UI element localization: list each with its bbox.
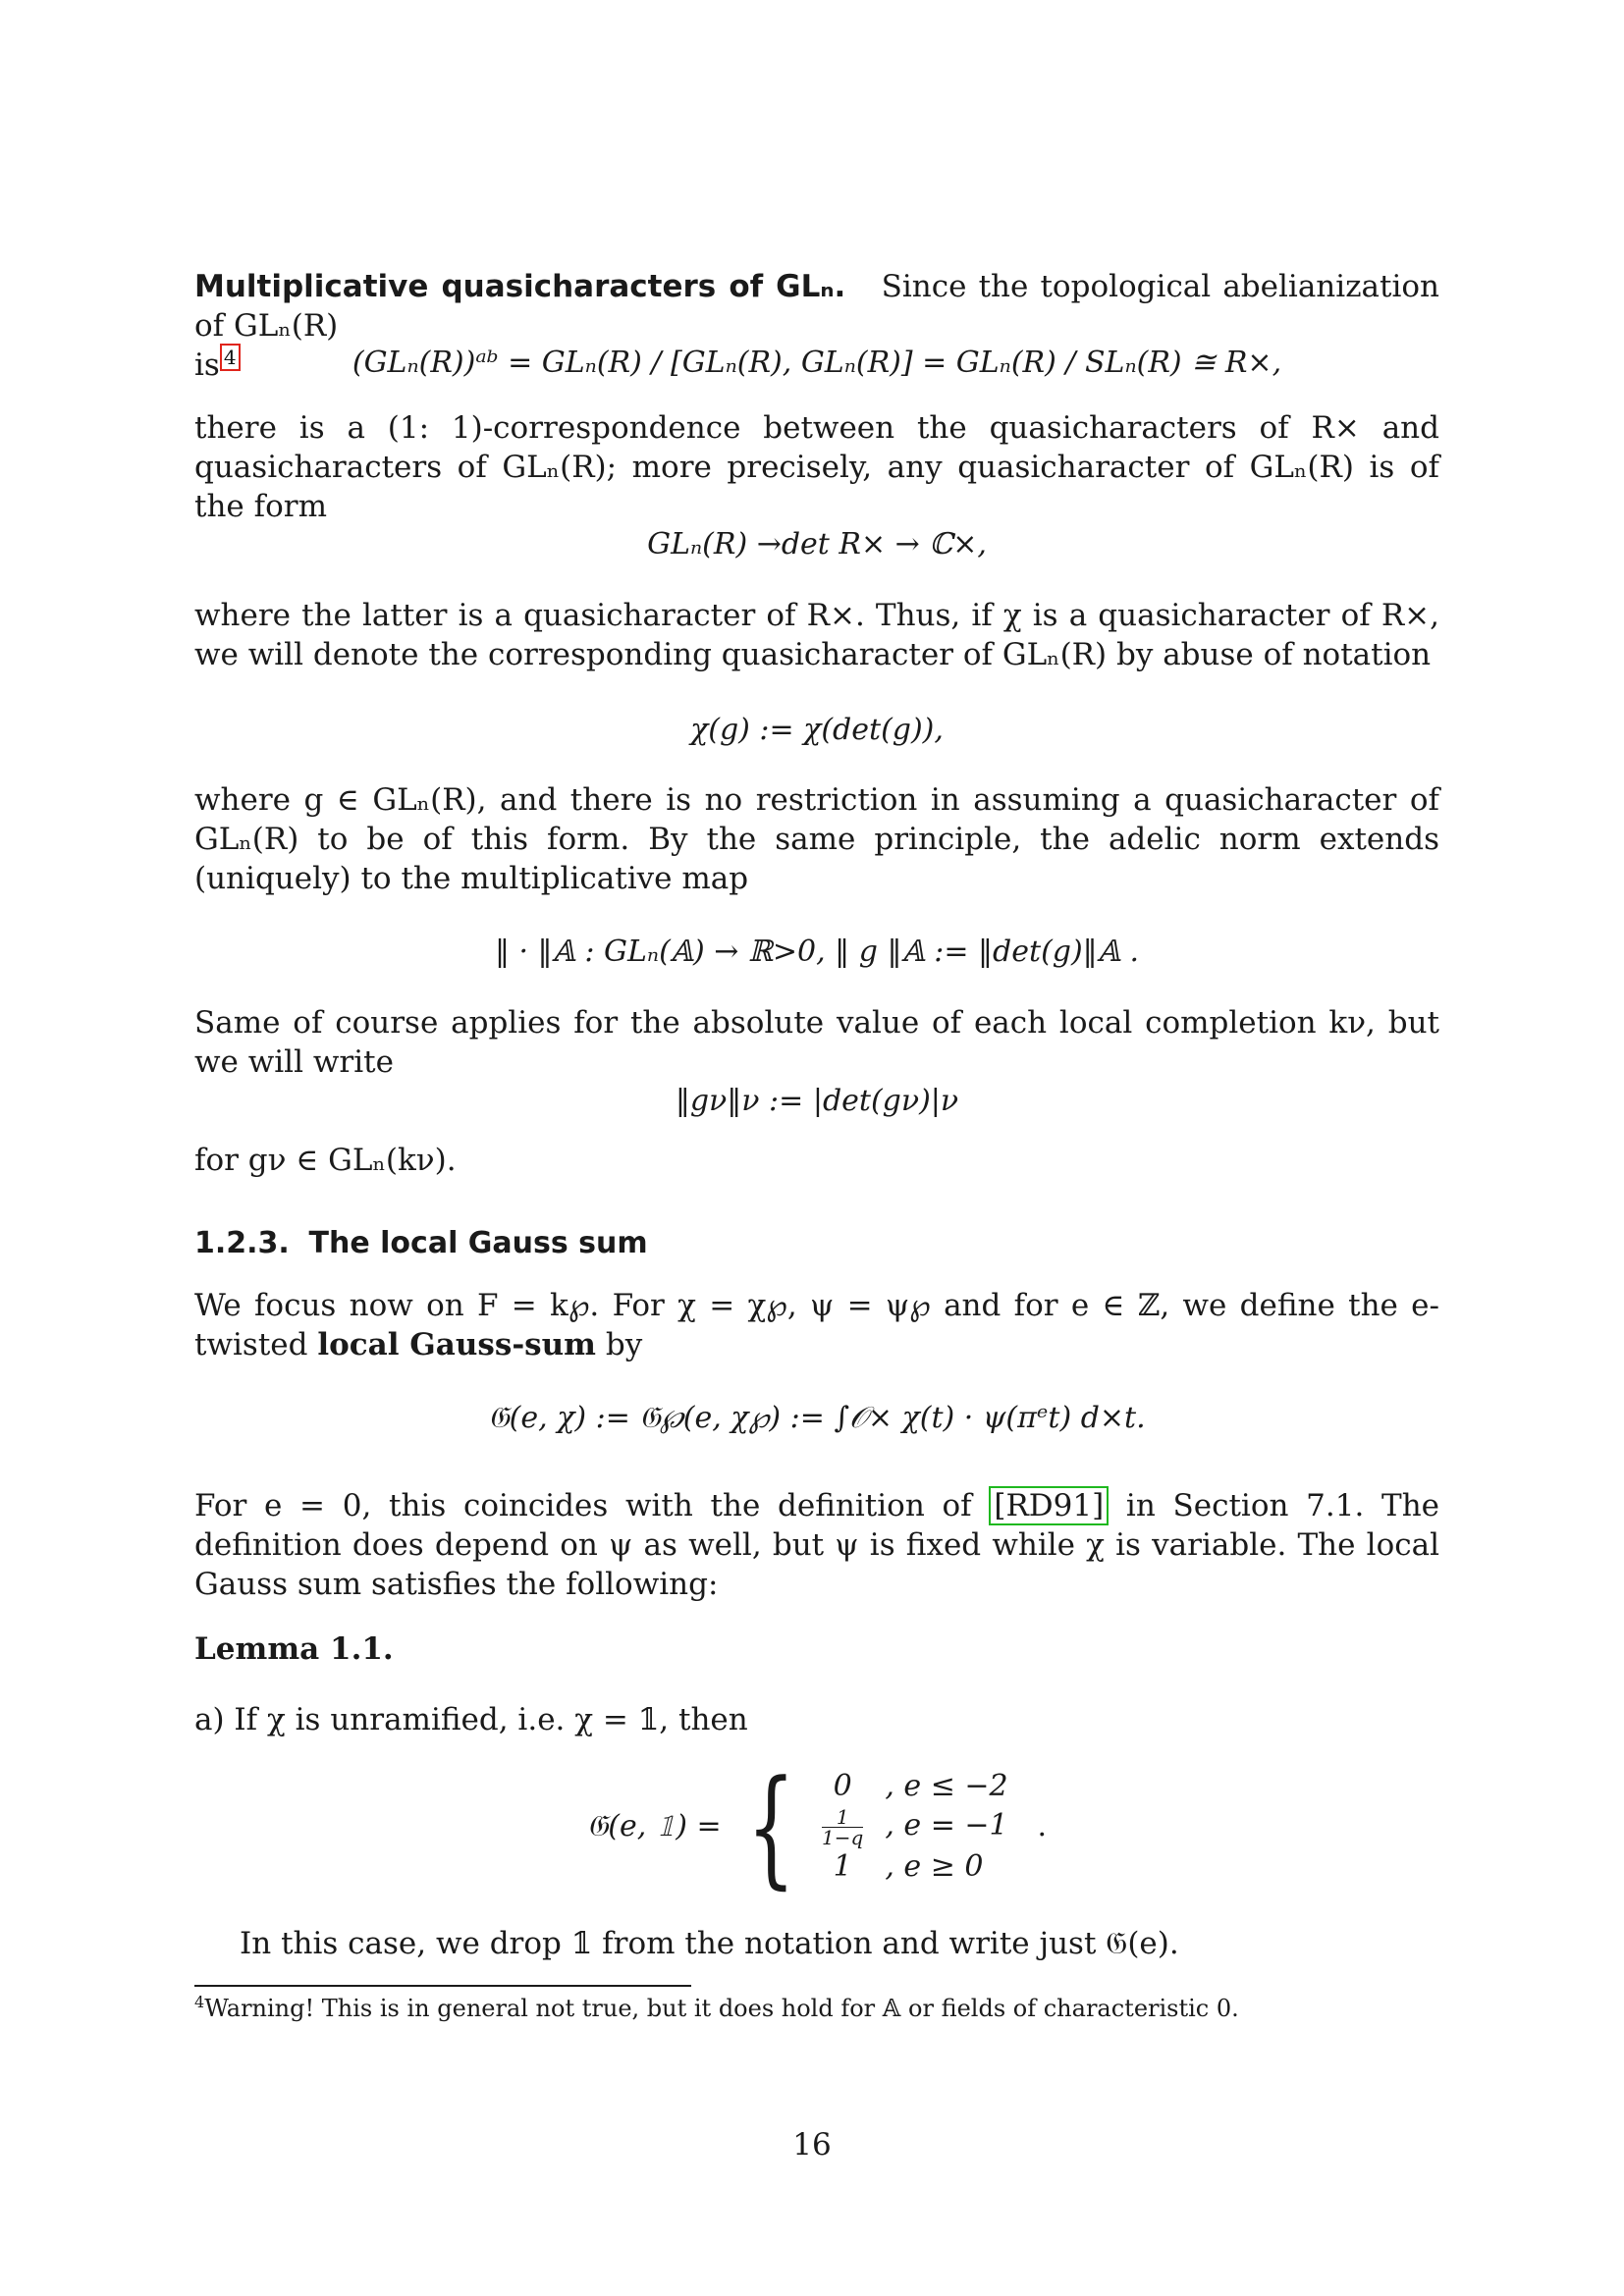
eq-norm: ‖ · ‖𝔸 : GLₙ(𝔸) → ℝ>0, ‖ g ‖𝔸 := ‖det(g)‖𝔸 . — [494, 934, 1140, 969]
gauss-paragraph-1 — [194, 1286, 1439, 1364]
eq-gauss-def: 𝔊(e, χ) := 𝔊℘(e, χ℘) := ∫𝒪× χ(t) · ψ(πᵉt) d×t. — [488, 1401, 1146, 1435]
case-value — [822, 1806, 885, 1847]
footnote-rule — [194, 1985, 691, 1987]
footnote-marker[interactable]: 4 — [220, 344, 241, 371]
eq-chi-block — [194, 711, 1439, 750]
gauss-paragraph-2 — [194, 1486, 1439, 1604]
fraction — [822, 1804, 864, 1849]
gauss-p2-block — [194, 1486, 1439, 1604]
cases-lhs: 𝔊(e, 𝟙) = — [586, 1808, 722, 1843]
eq-gauss-def-block — [194, 1399, 1439, 1438]
paragraph-2: where the latter is a quasicharacter of R×. Thus, if χ is a quasicharacter of R×, we will denote the corresponding quasicharacter of GLₙ(R) by abuse of notation — [194, 598, 1439, 672]
trailing-period: . — [1037, 1808, 1048, 1843]
gauss-p1-post: by — [605, 1327, 643, 1362]
eq-local-block — [194, 1082, 1439, 1121]
p3-block — [194, 780, 1439, 898]
section-title: The local Gauss sum — [308, 1226, 648, 1260]
eq-abelianization-block — [194, 344, 1439, 383]
cases-table — [822, 1767, 1008, 1887]
eq-det: GLₙ(R) →det R× → ℂ×, — [647, 527, 987, 561]
case-row — [822, 1806, 1008, 1847]
gauss-p1-bold: local Gauss-sum — [317, 1327, 596, 1362]
cases-equation — [194, 1751, 1439, 1901]
case-condition: , e ≤ −2 — [885, 1769, 1008, 1803]
gauss-p2-pre: For e = 0, this coincides with the definition of — [194, 1488, 972, 1523]
case-row — [822, 1767, 1008, 1806]
case-condition: , e ≥ 0 — [885, 1848, 984, 1884]
p4-block — [194, 1003, 1439, 1082]
lemma-title: Lemma 1.1. — [194, 1631, 394, 1667]
gauss-p1-pre: We focus now on F = k℘. For χ = χ℘, ψ = ψ℘ and for e ∈ ℤ, we define the e-twisted — [194, 1288, 1439, 1362]
footnote-number: 4 — [194, 1993, 205, 2011]
eq-norm-block — [194, 933, 1439, 972]
eq-local-norm: ‖gν‖ν := |det(gν)|ν — [675, 1084, 959, 1118]
fraction-numerator: 1 — [822, 1807, 863, 1828]
gauss-p1-block — [194, 1286, 1439, 1364]
eq-chi: χ(g) := χ(det(g)), — [690, 713, 944, 747]
lemma-title-block — [194, 1629, 1439, 1669]
is-word: is — [194, 347, 220, 383]
lemma-after-block — [194, 1924, 1439, 1963]
footnote — [194, 1993, 1439, 2024]
paragraph-4: Same of course applies for the absolute value of each local completion kν, but we will write — [194, 1005, 1439, 1080]
case-condition: , e = −1 — [885, 1808, 1008, 1842]
lemma-after-text: In this case, we drop 𝟙 from the notation and write just 𝔊(e). — [240, 1926, 1179, 1961]
section-heading — [194, 1223, 1439, 1263]
lemma-item-a-block — [194, 1700, 1439, 1739]
citation-link[interactable]: [RD91] — [989, 1486, 1109, 1525]
case-row — [822, 1847, 1008, 1887]
eq-det-block — [194, 525, 1439, 564]
fraction-denominator: 1−q — [822, 1825, 864, 1849]
p2-block — [194, 596, 1439, 674]
paragraph-heading: Multiplicative quasicharacters of GLₙ. — [194, 269, 846, 304]
footnote-text: Warning! This is in general not true, but it does hold for 𝔸 or fields of characteristic 0. — [204, 1995, 1239, 2022]
case-value: 0 — [833, 1769, 852, 1803]
p1-block — [194, 408, 1439, 526]
section-number: 1.2.3. — [194, 1226, 290, 1260]
eq-abelianization: (GLₙ(R))ᵃᵇ = GLₙ(R) ∕ [GLₙ(R), GLₙ(R)] = GLₙ(R) ∕ SLₙ(R) ≅ R×, — [352, 346, 1282, 380]
left-brace: { — [747, 1751, 796, 1901]
paragraph-3: where g ∈ GLₙ(R), and there is no restriction in assuming a quasicharacter of GLₙ(R) to be of this form. By the same principle, the adelic norm extends (uniquely) to the multiplicative map — [194, 782, 1439, 896]
intro-text: Since the topological abelianization of GLₙ(R) — [194, 269, 1440, 344]
case-value: 1 — [833, 1848, 852, 1884]
page-number: 16 — [792, 2127, 832, 2163]
lemma-item-a: a) If χ is unramified, i.e. χ = 𝟙, then — [194, 1702, 748, 1737]
paragraph-1: there is a (1: 1)-correspondence between the quasicharacters of R× and quasicharacters of GLₙ(R); more precisely, any quasicharacter of GLₙ(R) is of the form — [194, 410, 1439, 524]
paragraph-5: for gν ∈ GLₙ(kν). — [194, 1143, 457, 1178]
p5-block — [194, 1141, 1439, 1180]
gauss-p2-post: in Section 7.1. The definition does depend on ψ as well, but ψ is fixed while χ is variable. The local Gauss sum satisfies the following: — [194, 1488, 1440, 1602]
